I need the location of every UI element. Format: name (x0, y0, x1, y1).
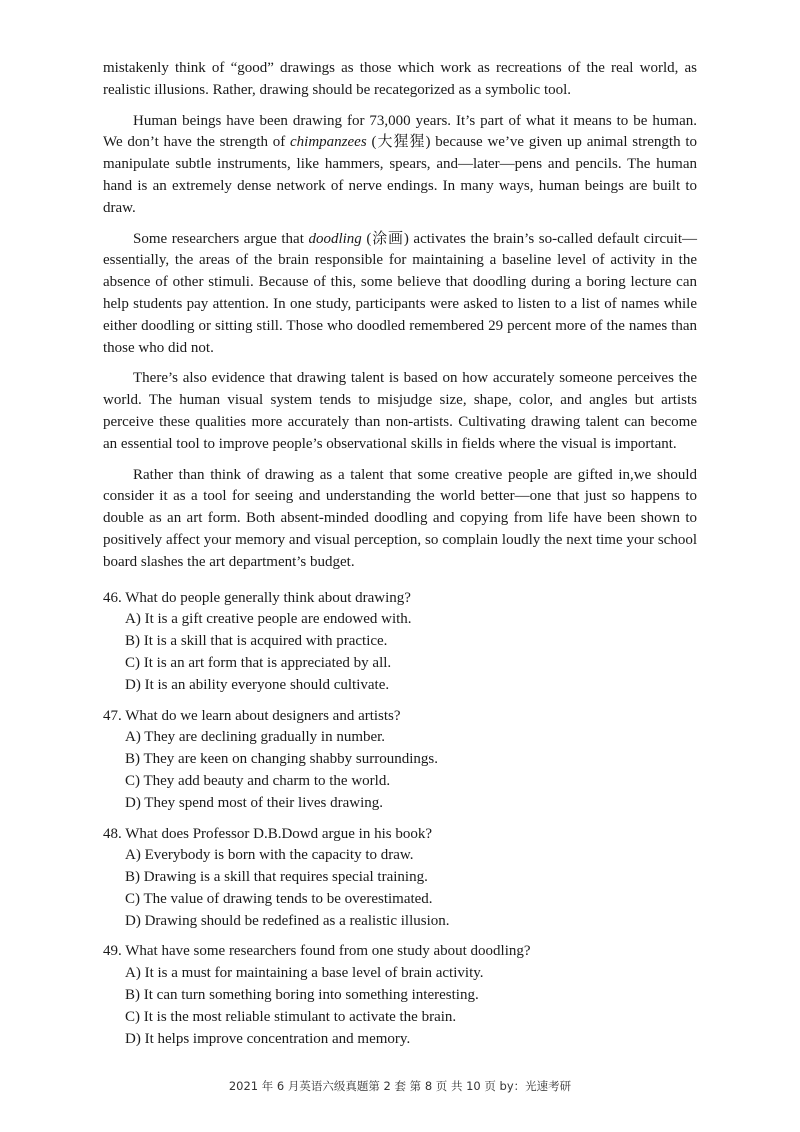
page-footer: 2021 年 6 月英语六级真题第 2 套 第 8 页 共 10 页 by：光速考研 (228, 1079, 572, 1093)
option-list (103, 727, 697, 814)
paragraph-text: Some researchers argue that (133, 230, 309, 247)
chinese-gloss: (涂画) (366, 230, 409, 247)
passage-paragraph-3: There’s also evidence that drawing talent is based on how accurately someone perceives the world. The human visual system tends to misjudge size, shape, color, and angles but artists perceive these qualities more accurately than non-artists. Cultivating drawing talent can become an essential tool to improve people’s observational skills in fields where the visual is important. (103, 370, 697, 452)
question-list (103, 588, 697, 1051)
question-47 (103, 706, 697, 815)
option-list (103, 963, 697, 1050)
option-list (103, 845, 697, 932)
question-stem: 49. What have some researchers found from one study about doodling? (103, 943, 531, 960)
question-46 (103, 588, 697, 697)
question-stem: 47. What do we learn about designers and artists? (103, 707, 401, 724)
option-b: B) They are keen on changing shabby surroundings. (125, 751, 438, 768)
option-d: D) It is an ability everyone should cultivate. (125, 676, 390, 693)
passage-paragraph-4: Rather than think of drawing as a talent that some creative people are gifted in,we should consider it as a tool for seeing and understanding the world better—one that just so happens to double as an art form. Both absent-minded doodling and copying from life have been shown to positively affect your memory and visual perception, so complain loudly the next time your school board slashes the art department’s budget. (103, 466, 697, 570)
option-b: B) It can turn something boring into something interesting. (125, 987, 479, 1004)
question-stem: 48. What does Professor D.B.Dowd argue in his book? (103, 825, 432, 842)
passage-paragraph-1 (103, 111, 697, 220)
chinese-gloss: (大猩猩) (371, 134, 431, 151)
option-c: C) It is the most reliable stimulant to activate the brain. (125, 1008, 457, 1025)
vocabulary-term: doodling (308, 230, 362, 247)
option-c: C) They add beauty and charm to the world. (125, 772, 391, 789)
option-list (103, 609, 697, 696)
passage-paragraph-2 (103, 229, 697, 360)
option-c: C) It is an art form that is appreciated by all. (125, 654, 392, 671)
reading-passage (103, 58, 697, 574)
question-49 (103, 941, 697, 1050)
option-a: A) It is a gift creative people are endowed with. (125, 611, 412, 628)
option-b: B) Drawing is a skill that requires special training. (125, 869, 428, 886)
paragraph-text: Human beings have been drawing for 73,000 years. It’s part of what it means to be human. We don’t have the strength of (103, 112, 697, 151)
vocabulary-term: chimpanzees (290, 134, 367, 151)
question-stem: 46. What do people generally think about drawing? (103, 589, 411, 606)
option-b: B) It is a skill that is acquired with practice. (125, 633, 388, 650)
question-48 (103, 824, 697, 933)
paragraph-text: because we’ve given up animal strength to manipulate subtle instruments, like hammers, spears, and—later—pens and pencils. The human hand is an extremely dense network of nerve endings. In many ways, human beings are built to draw. (103, 134, 698, 216)
option-c: C) The value of drawing tends to be overestimated. (125, 890, 433, 907)
option-a: A) It is a must for maintaining a base level of brain activity. (125, 965, 484, 982)
option-d: D) Drawing should be redefined as a realistic illusion. (125, 912, 450, 929)
option-a: A) They are declining gradually in number. (125, 729, 386, 746)
option-d: D) They spend most of their lives drawing. (125, 794, 384, 811)
paragraph-text: activates the brain’s so-called default circuit—essentially, the areas of the brain responsible for maintaining a baseline level of activity in the absence of other stimuli. Because of this, some believe that doodling during a boring lecture can help students pay attention. In one study, participants were asked to listen to a list of names while either doodling or sitting still. Those who doodled remembered 29 percent more of the names than those who did not. (103, 230, 697, 356)
option-a: A) Everybody is born with the capacity to draw. (125, 847, 414, 864)
option-d: D) It helps improve concentration and memory. (125, 1030, 411, 1047)
passage-paragraph-0: mistakenly think of “good” drawings as those which work as recreations of the real world, as realistic illusions. Rather, drawing should be recategorized as a symbolic tool. (103, 60, 697, 98)
